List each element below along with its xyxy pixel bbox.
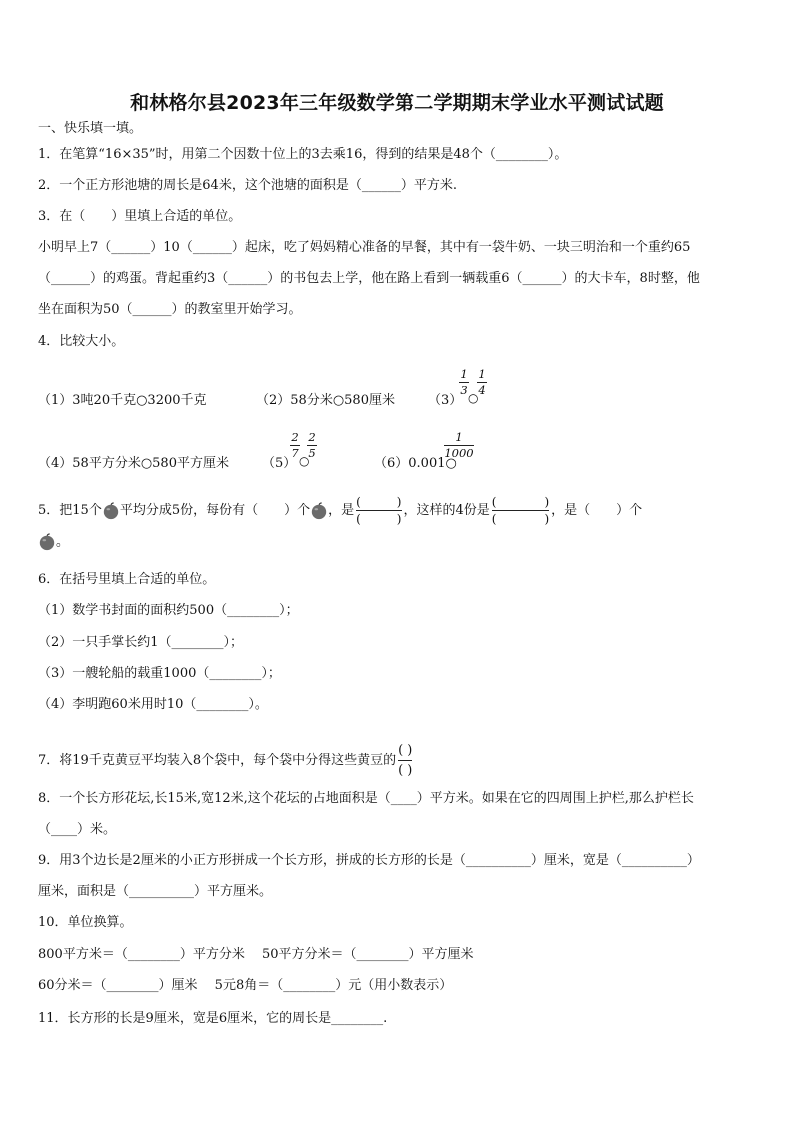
section-heading: 一、快乐填一填。 [38,121,143,136]
question-2: 2．一个正方形池塘的周长是64米，这个池塘的面积是（______）平方米. [38,178,457,193]
question-3-line-3: 坐在面积为50（______）的教室里开始学习。 [38,302,302,317]
question-5-text-c: ，是 [328,503,355,518]
fraction-bar [356,510,401,511]
question-3-stem: 3．在（ ）里填上合适的单位。 [38,209,242,224]
fraction-numerator: 1 [460,367,468,381]
compare-circle: ○ [299,454,310,468]
question-10-stem: 10．单位换算。 [38,915,133,930]
apple-icon [102,502,120,520]
blank-fraction [398,741,412,780]
page-title: 和林格尔县2023年三年级数学第二学期期末学业水平测试试题 [130,92,664,114]
question-5 [38,493,642,529]
question-7 [38,741,414,780]
fraction-numerator: ( ) [356,495,402,509]
question-6-item-3: （3）一艘轮船的载重1000（________）； [38,666,281,681]
fraction-numerator: 1 [455,430,463,444]
fraction-numerator: ( ) [491,495,550,509]
fraction-denominator: 3 [460,383,468,397]
question-9-line-1: 9．用3个边长是2厘米的小正方形拼成一个长方形，拼成的长方形的长是（__________）厘米，宽是（__________） [38,853,700,868]
fraction-denominator: 4 [478,383,486,397]
question-4-item-5-label: （5） [262,456,297,471]
question-6-item-2: （2）一只手掌长约1（________）； [38,635,244,650]
question-10-line-2: 60分米＝（________）厘米 5元8角＝（________）元（用小数表示） [38,978,453,993]
question-6-stem: 6．在括号里填上合适的单位。 [38,572,216,587]
question-5-text-d: ，这样的4份是 [403,503,490,518]
compare-circle: ○ [468,391,479,405]
fraction-one-fourth [477,368,487,397]
fraction-denominator: 1000 [444,446,474,460]
blank-fraction [356,494,401,527]
question-7-text: 7．将19千克黄豆平均装入8个袋中，每个袋中分得这些黄豆的 [38,753,397,768]
question-5-text-f: 。 [56,534,70,550]
fraction-numerator: 2 [308,430,316,444]
fraction-two-fifths [307,431,317,460]
fraction-denominator: ( ) [398,763,413,778]
question-5-text-a: 5．把15个 [38,503,102,518]
fraction-denominator: 7 [291,446,299,460]
fraction-denominator: 5 [308,446,316,460]
fraction-bar [398,760,412,761]
question-6-item-1: （1）数学书封面的面积约500（________）； [38,603,299,618]
question-5-end [38,533,69,552]
apple-icon [310,502,328,520]
fraction-numerator: ( ) [398,743,413,758]
question-4-item-1: （1）3吨20千克○3200千克 [38,393,207,408]
question-4-stem: 4．比较大小。 [38,334,125,349]
fraction-numerator: 1 [478,367,486,381]
fraction-denominator: ( ) [356,512,402,526]
fraction-bar [492,510,549,511]
question-9-line-2: 厘米，面积是（__________）平方厘米。 [38,884,273,899]
question-3-line-2: （______）的鸡蛋。背起重约3（______）的书包去上学，他在路上看到一辆载重6（______）的大卡车，8时整，他 [38,271,700,286]
question-8-line-1: 8．一个长方形花坛,长15米,宽12米,这个花坛的占地面积是（____）平方米。如果在它的四周围上护栏,那么护栏长 [38,791,694,806]
question-10-line-1: 800平方米＝（________）平方分米 50平方分米＝（________）平方厘米 [38,947,474,962]
question-5-text-e: ，是（ ）个 [551,503,643,518]
fraction-denominator: ( ) [491,512,550,526]
question-4-item-3-label: （3） [428,393,463,408]
blank-fraction [492,494,549,527]
fraction-one-thousandth [444,431,474,460]
question-5-text-b: 平均分成5份，每份有（ ）个 [119,503,311,518]
question-6-item-4: （4）李明跑60米用时10（________）。 [38,697,268,712]
question-4-item-4: （4）58平方分米○580平方厘米 [38,456,229,471]
question-11: 11．长方形的长是9厘米，宽是6厘米，它的周长是________. [38,1011,388,1026]
question-3-line-1: 小明早上7（______）10（______）起床，吃了妈妈精心准备的早餐，其中有一袋牛奶、一块三明治和一个重约65 [38,240,691,255]
question-8-line-2: （____）米。 [38,822,117,837]
question-1: 1．在笔算“16×35”时，用第二个因数十位上的3去乘16，得到的结果是48个（________）。 [38,147,568,162]
apple-icon [38,533,56,551]
question-4-item-2: （2）58分米○580厘米 [256,393,395,408]
question-4-item-6-label: （6）0.001○ [374,456,457,471]
fraction-numerator: 2 [291,430,299,444]
